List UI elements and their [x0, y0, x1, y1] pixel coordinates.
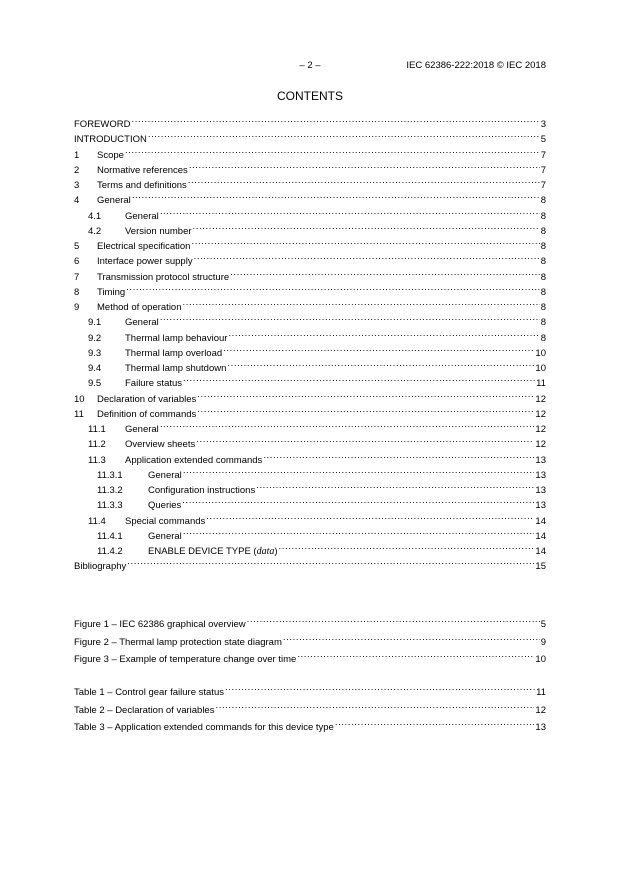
toc-entry-page: 8 [540, 286, 546, 298]
toc-entry-number: 10 [74, 393, 85, 405]
toc-entry-label [74, 721, 334, 734]
dot-leader [188, 175, 540, 188]
toc-entry-number: 4.1 [88, 210, 102, 222]
toc-entry[interactable] [74, 511, 546, 527]
toc-entry[interactable] [74, 175, 546, 191]
toc-entry-label [74, 618, 246, 631]
toc-entry[interactable] [74, 221, 546, 237]
label-text: Thermal lamp overload [125, 347, 223, 359]
dot-leader [125, 145, 540, 158]
toc-entry-label [74, 704, 214, 717]
toc-entry-page: 3 [540, 119, 546, 130]
toc-entry[interactable] [74, 282, 546, 298]
toc-entry-label [74, 636, 282, 649]
toc-entry-number: 11 [74, 408, 84, 420]
dot-leader [183, 465, 535, 478]
toc-entry-number: 9.5 [88, 378, 102, 390]
toc-entry-page: 9 [540, 636, 546, 648]
label-text: Application extended commands [125, 454, 263, 466]
toc-entry[interactable] [74, 465, 546, 481]
dot-leader [225, 682, 535, 695]
toc-entry-number: 8 [74, 286, 80, 298]
toc-entry[interactable] [74, 236, 546, 252]
toc-entry[interactable] [74, 267, 546, 283]
toc-entry-page: 12 [535, 393, 546, 405]
toc-entry-number: 1 [74, 149, 80, 161]
label-text: Figure 2 – Thermal lamp protection state diagram [74, 636, 282, 648]
toc-entry-number: 4.2 [88, 225, 102, 237]
label-text: Transmission protocol structure [97, 271, 230, 283]
toc-entry-page: 14 [535, 546, 546, 557]
toc-entry-number: 7 [74, 271, 80, 283]
toc-entry-page: 11 [536, 687, 546, 698]
dot-leader [197, 404, 534, 417]
label-text: Normative references [97, 164, 188, 176]
toc-entry-page: 15 [535, 561, 546, 573]
label-text: Special commands [125, 515, 206, 527]
toc-entry-page: 8 [540, 195, 546, 207]
dot-leader [193, 221, 540, 234]
label-text: General [125, 424, 159, 435]
dot-leader [196, 434, 534, 447]
table-entry[interactable] [74, 700, 546, 716]
label-text: FOREWORD [74, 119, 131, 130]
table-entry[interactable] [74, 717, 546, 733]
label-text: Figure 3 – Example of temperature change over time [74, 654, 297, 665]
toc-entry-number: 11.4.2 [97, 546, 123, 557]
dot-leader [206, 511, 534, 524]
dot-leader [283, 632, 540, 645]
toc-entry-page: 12 [535, 408, 546, 420]
toc-entry-number: 9.3 [88, 347, 102, 359]
toc-entry-page: 7 [540, 164, 546, 176]
dot-leader [183, 526, 535, 539]
dot-leader [256, 480, 534, 493]
label-text: Thermal lamp behaviour [125, 332, 228, 344]
toc-entry-page: 13 [535, 454, 546, 466]
toc-entry-number: 9.4 [88, 363, 102, 374]
toc-entry-number: 9.1 [88, 317, 102, 329]
figure-entry[interactable] [74, 649, 546, 665]
toc-entry[interactable] [74, 373, 546, 390]
dot-leader [223, 343, 534, 356]
toc-entry-number: 6 [74, 256, 80, 268]
dot-leader [230, 267, 540, 280]
toc-entry[interactable] [74, 434, 546, 451]
contents-title: CONTENTS [277, 89, 343, 103]
toc-entry[interactable] [74, 190, 546, 207]
toc-entry-page: 8 [540, 302, 546, 313]
toc-entry-page: 11 [536, 378, 546, 390]
toc-entry-label [74, 560, 126, 573]
dot-leader [335, 717, 535, 730]
toc-entry-page: 12 [535, 439, 546, 451]
label-text: Queries [148, 500, 182, 512]
toc-entry-number: 2 [74, 164, 80, 176]
toc-entry-number: 9.2 [88, 332, 102, 344]
label-text: Table 2 – Declaration of variables [74, 704, 215, 716]
toc-entry-page: 7 [540, 180, 546, 191]
dot-leader [131, 114, 539, 127]
dot-leader [215, 700, 534, 713]
dot-leader [160, 419, 535, 432]
toc-entry-page: 8 [540, 271, 546, 283]
label-text: General [125, 210, 159, 222]
toc-entry-number: 3 [74, 180, 80, 191]
dot-leader [132, 190, 540, 203]
italic-parameter: data [256, 546, 275, 557]
toc-entry[interactable] [74, 160, 546, 176]
dot-leader [182, 495, 534, 508]
toc-entry-number: 11.3 [88, 454, 106, 466]
toc-entry-number: 11.4.1 [97, 530, 123, 542]
toc-entry[interactable] [74, 251, 546, 268]
toc-entry-page: 8 [540, 210, 546, 222]
toc-entry-page: 14 [535, 515, 546, 527]
toc-entry[interactable] [74, 541, 546, 557]
label-text: General [97, 195, 131, 207]
toc-entry[interactable] [74, 343, 546, 359]
toc-entry[interactable] [74, 404, 546, 420]
label-text: Electrical specification [97, 241, 191, 252]
toc-entry-page: 5 [540, 619, 546, 630]
dot-leader [126, 282, 540, 295]
dot-leader [160, 312, 540, 325]
label-text: Failure status [125, 378, 183, 390]
toc-entry-page: 8 [540, 317, 546, 329]
toc-entry[interactable] [74, 526, 546, 542]
dot-leader [263, 450, 534, 463]
dot-leader [197, 389, 534, 402]
toc-entry-page: 13 [535, 485, 546, 496]
toc-entry-number: 11.4 [88, 515, 106, 527]
toc-entry[interactable] [74, 129, 546, 146]
toc-entry-page: 12 [535, 424, 546, 435]
dot-leader [279, 541, 535, 554]
label-text: General [125, 317, 159, 329]
dot-leader [189, 160, 540, 173]
toc-entry[interactable] [74, 312, 546, 329]
toc-entry[interactable] [74, 358, 546, 374]
toc-entry[interactable] [74, 145, 546, 161]
toc-entry[interactable] [74, 297, 546, 313]
toc-entry[interactable] [74, 328, 546, 344]
toc-entry[interactable] [74, 419, 546, 435]
dot-leader [183, 297, 540, 310]
toc-entry-number: 11.3.3 [97, 500, 123, 512]
toc-entry-page: 8 [540, 332, 546, 344]
label-text: Overview sheets [125, 439, 196, 451]
figure-entry[interactable] [74, 614, 546, 630]
label-text: INTRODUCTION [74, 134, 147, 146]
label-text: Figure 1 – IEC 62386 graphical overview [74, 619, 246, 630]
label-text: Timing [97, 286, 126, 298]
toc-entry-page: 8 [540, 225, 546, 237]
toc-entry[interactable] [74, 206, 546, 222]
dot-leader [148, 129, 540, 142]
label-text: Interface power supply [97, 256, 193, 268]
toc-entry-page: 12 [535, 704, 546, 716]
page-header [0, 60, 620, 74]
label-text: ) [274, 546, 278, 557]
toc-entry-page: 10 [535, 654, 546, 665]
label-text: Version number [125, 225, 192, 237]
dot-leader [247, 614, 540, 627]
toc-entry-number: 5 [74, 241, 80, 252]
toc-entry-number: 11.1 [88, 424, 106, 435]
toc-entry-number: 11.3.1 [97, 469, 123, 481]
toc-entry-page: 14 [535, 530, 546, 542]
page-number: – 2 – [299, 60, 321, 71]
label-text: Table 3 – Application extended commands for this device type [74, 722, 334, 733]
label-text: Declaration of variables [97, 393, 197, 405]
toc-entry[interactable] [74, 495, 546, 512]
toc-entry-page: 5 [540, 134, 546, 146]
dot-leader [160, 206, 540, 219]
toc-entry-page: 13 [535, 722, 546, 733]
label-text: Definition of commands [97, 408, 197, 420]
toc-entry-page: 10 [535, 347, 546, 359]
label-text: Terms and definitions [97, 180, 187, 191]
label-text: Configuration instructions [148, 485, 256, 496]
toc-entry-label [74, 686, 224, 699]
label-text: General [148, 530, 182, 542]
label-text: Table 1 – Control gear failure status [74, 687, 224, 698]
table-entry[interactable] [74, 682, 546, 698]
toc-entry[interactable] [74, 480, 546, 496]
label-text: Scope [97, 149, 124, 161]
toc-entry[interactable] [74, 556, 546, 573]
dot-leader [194, 251, 540, 264]
label-text: ENABLE DEVICE TYPE ( [148, 546, 257, 557]
dot-leader [191, 236, 539, 249]
toc-entry-number: 9 [74, 302, 80, 313]
dot-leader [228, 328, 539, 341]
document-reference: IEC 62386-222:2018 © IEC 2018 [406, 60, 546, 71]
label-text: General [148, 469, 182, 481]
toc-entry-page: 13 [535, 500, 546, 512]
toc-entry[interactable] [74, 389, 546, 405]
toc-entry-page: 10 [535, 363, 546, 374]
toc-entry-label [74, 653, 296, 666]
dot-leader [183, 373, 535, 386]
dot-leader [227, 358, 534, 371]
dot-leader [297, 649, 534, 662]
toc-entry-number: 11.2 [88, 439, 106, 451]
toc-entry-page: 8 [540, 256, 546, 268]
figure-entry[interactable] [74, 632, 546, 648]
label-text: Bibliography [74, 561, 127, 573]
label-text: Method of operation [97, 302, 182, 313]
toc-entry-page: 7 [540, 149, 546, 161]
dot-leader [127, 556, 534, 569]
toc-entry-number: 11.3.2 [97, 485, 123, 496]
label-text: Thermal lamp shutdown [125, 363, 227, 374]
toc-entry[interactable] [74, 450, 546, 466]
toc-entry-number: 4 [74, 195, 80, 207]
toc-entry-page: 8 [540, 241, 546, 252]
toc-entry-page: 13 [535, 469, 546, 481]
toc-entry[interactable] [74, 114, 546, 130]
